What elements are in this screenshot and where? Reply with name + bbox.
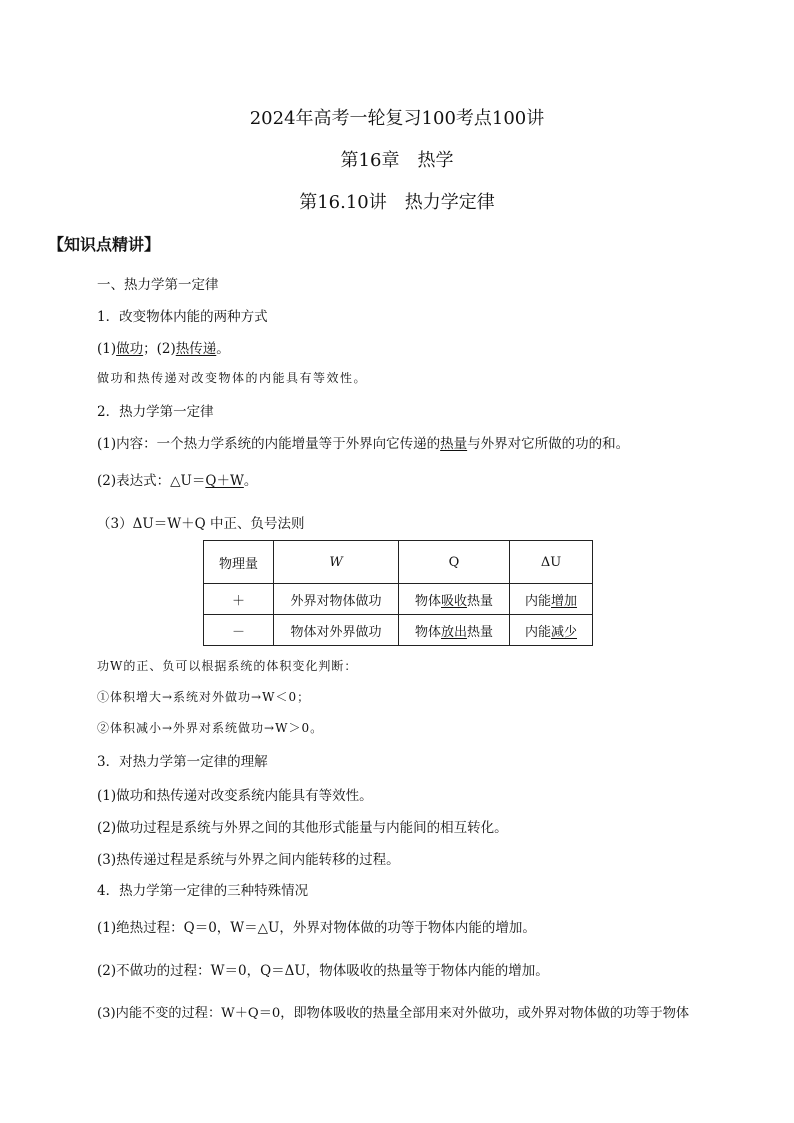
table-row <box>204 541 593 584</box>
table-header-cell: ΔU <box>510 541 593 584</box>
underlined-term: Q＋W <box>205 473 244 489</box>
volume-increase-line: ①体积增大→系统对外做功→W＜0； <box>97 690 311 704</box>
underlined-term: 热量 <box>440 436 468 452</box>
table-cell: 物体吸收热量 <box>399 584 510 615</box>
two-ways-line: (1)做功；(2)热传递。 <box>97 341 230 357</box>
table-cell: 内能增加 <box>510 584 593 615</box>
section-heading: 【知识点精讲】 <box>48 235 161 254</box>
content-line: (1)内容：一个热力学系统的内能增量等于外界向它传递的热量与外界对它所做的功的和。 <box>97 436 630 452</box>
special-case-3: (3)内能不变的过程：W＋Q＝0，即物体吸收的热量全部用来对外做功，或外界对物体做的功等于物体 <box>97 1006 690 1021</box>
document-title: 2024年高考一轮复习100考点100讲 <box>249 108 545 129</box>
understanding-line-2: (2)做功过程是系统与外界之间的其他形式能量与内能间的相互转化。 <box>97 820 508 836</box>
table-cell: 物体对外界做功 <box>274 615 399 646</box>
heading-first-law: 一、热力学第一定律 <box>97 277 219 293</box>
underlined-term: 热传递 <box>175 341 217 357</box>
lecture-title: 第16.10讲 热力学定律 <box>299 192 495 213</box>
table-row <box>204 584 593 615</box>
understanding-line-3: (3)热传递过程是系统与外界之间内能转移的过程。 <box>97 852 400 868</box>
table-cell: － <box>204 615 274 646</box>
subheading-two-ways: 1．改变物体内能的两种方式 <box>97 309 268 325</box>
table-cell: 外界对物体做功 <box>274 584 399 615</box>
sign-rule-table <box>203 540 593 646</box>
volume-decrease-line: ②体积减小→外界对系统做功→W＞0。 <box>97 721 324 735</box>
special-case-1: (1)绝热过程：Q＝0，W＝△U，外界对物体做的功等于物体内能的增加。 <box>97 920 536 936</box>
subheading-understanding: 3．对热力学第一定律的理解 <box>97 754 268 770</box>
table-header-cell: Q <box>399 541 510 584</box>
table-cell: 内能减少 <box>510 615 593 646</box>
table-cell: ＋ <box>204 584 274 615</box>
table-header-cell: W <box>274 541 399 584</box>
expression-line: (2)表达式：△U＝Q＋W。 <box>97 473 258 489</box>
chapter-title: 第16章 热学 <box>340 150 454 171</box>
equivalence-note: 做功和热传递对改变物体的内能具有等效性。 <box>97 371 368 385</box>
special-case-2: (2)不做功的过程：W＝0，Q＝ΔU，物体吸收的热量等于物体内能的增加。 <box>97 963 549 979</box>
table-row <box>204 615 593 646</box>
subheading-first-law: 2．热力学第一定律 <box>97 404 214 420</box>
understanding-line-1: (1)做功和热传递对改变系统内能具有等效性。 <box>97 788 373 804</box>
volume-note: 功W的正、负可以根据系统的体积变化判断： <box>97 659 358 673</box>
subheading-special-cases: 4．热力学第一定律的三种特殊情况 <box>97 883 309 899</box>
underlined-term: 做功 <box>116 341 144 357</box>
sign-rule-line: （3）ΔU＝W＋Q 中正、负号法则 <box>97 516 305 532</box>
table-cell: 物体放出热量 <box>399 615 510 646</box>
table-header-cell: 物理量 <box>204 541 274 584</box>
